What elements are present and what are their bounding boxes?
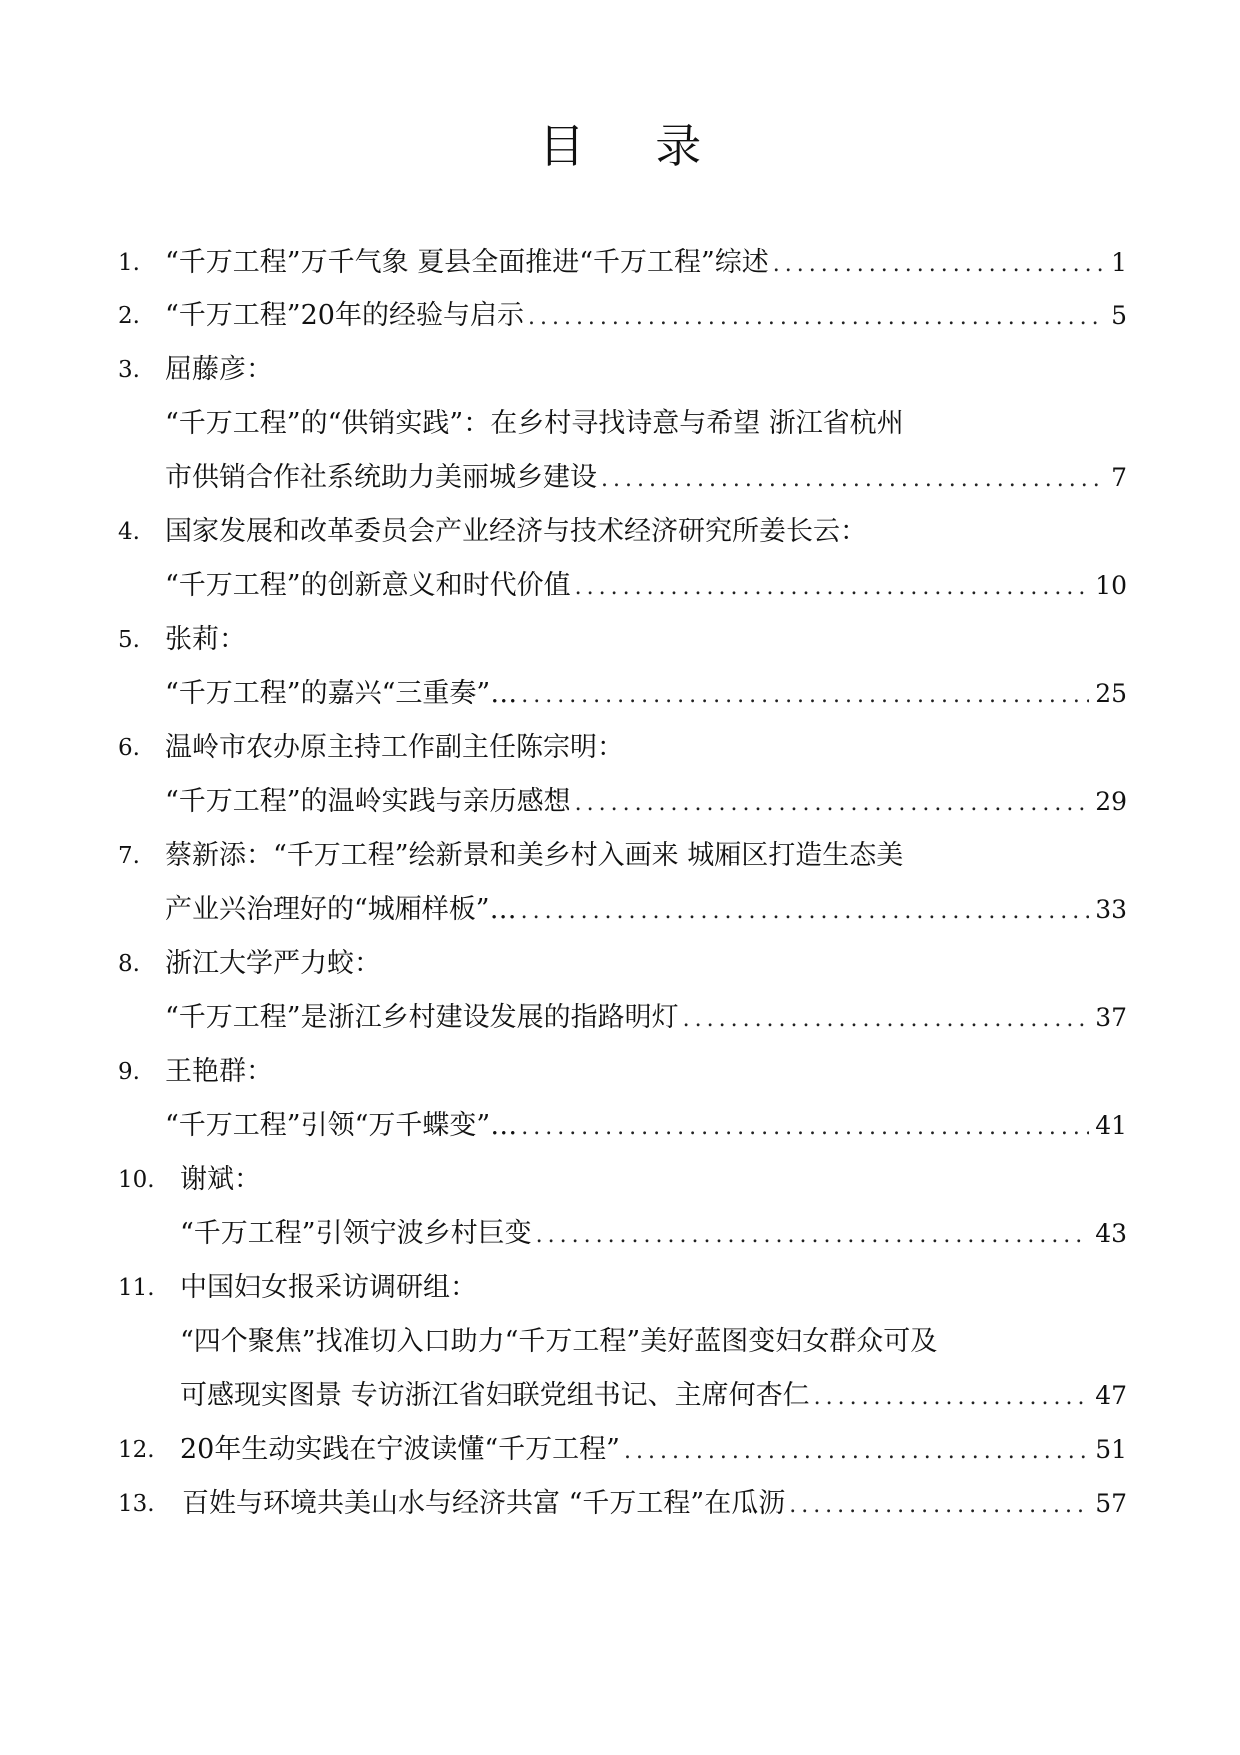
entry-title: 蔡新添：“千万工程”绘新景和美乡村入画来 城厢区打造生态美 — [165, 840, 904, 871]
page-number: 51 — [1095, 1435, 1127, 1464]
dot-leader — [624, 1432, 1089, 1472]
entry-number: 4. — [118, 519, 140, 545]
entry-number: 13. — [118, 1491, 155, 1517]
entry-title-continued: 可感现实图景 专访浙江省妇联党组书记、主席何杏仁 — [180, 1380, 810, 1411]
page-number: 57 — [1095, 1489, 1127, 1518]
entry-author: 谢斌： — [180, 1164, 261, 1195]
entry-number: 12. — [118, 1437, 155, 1463]
entry-title: “千万工程”的创新意义和时代价值 — [165, 570, 571, 601]
entry-author: 中国妇女报采访调研组： — [180, 1272, 477, 1303]
entry-number: 1. — [118, 250, 140, 276]
entry-title: “千万工程”的温岭实践与亲历感想 — [165, 786, 571, 817]
dot-leader — [528, 298, 1105, 338]
entry-title-continued: 市供销合作社系统助力美丽城乡建设 — [165, 462, 597, 493]
dot-leader — [536, 1216, 1090, 1256]
entry-author: 王艳群： — [165, 1056, 273, 1087]
dot-leader — [683, 1000, 1090, 1040]
page-number: 7 — [1111, 463, 1127, 492]
entry-title: “千万工程”20年的经验与启示 — [165, 300, 524, 331]
page-number: 1 — [1111, 248, 1127, 277]
entry-title: 百姓与环境共美山水与经济共富 “千万工程”在瓜沥 — [182, 1488, 786, 1519]
entry-title: “千万工程”是浙江乡村建设发展的指路明灯 — [165, 1002, 679, 1033]
dot-leader — [575, 784, 1090, 824]
entry-author: 屈藤彦： — [165, 354, 273, 385]
entry-number: 7. — [118, 843, 140, 869]
dot-leader — [773, 245, 1105, 285]
entry-number: 5. — [118, 627, 140, 653]
entry-title: “千万工程”引领“万千蝶变”… — [165, 1110, 518, 1141]
page-number: 10 — [1095, 571, 1127, 600]
entry-title: “千万工程”引领宁波乡村巨变 — [180, 1218, 532, 1249]
page-number: 33 — [1095, 895, 1127, 924]
entry-number: 9. — [118, 1059, 140, 1085]
entry-author: 温岭市农办原主持工作副主任陈宗明： — [165, 732, 624, 763]
dot-leader — [814, 1378, 1090, 1418]
entry-number: 2. — [118, 303, 140, 329]
entry-title: “千万工程”的嘉兴“三重奏”… — [165, 678, 518, 709]
page-number: 5 — [1111, 301, 1127, 330]
page-number: 37 — [1095, 1003, 1127, 1032]
entry-title: 20年生动实践在宁波读懂“千万工程” — [180, 1434, 620, 1465]
entry-title: “千万工程”万千气象 夏县全面推进“千万工程”综述 — [165, 247, 769, 278]
entry-number: 6. — [118, 735, 140, 761]
dot-leader — [789, 1486, 1089, 1526]
page-title: 目 录 — [538, 119, 730, 173]
page-number: 25 — [1095, 679, 1127, 708]
entry-title: “四个聚焦”找准切入口助力“千万工程”美好蓝图变妇女群众可及 — [180, 1326, 938, 1357]
dot-leader — [521, 676, 1089, 716]
page-number: 43 — [1095, 1219, 1127, 1248]
page-number: 41 — [1095, 1111, 1127, 1140]
page-number: 29 — [1095, 787, 1127, 816]
entry-author: 国家发展和改革委员会产业经济与技术经济研究所姜长云： — [165, 516, 867, 547]
entry-number: 11. — [118, 1275, 155, 1301]
entry-number: 8. — [118, 951, 140, 977]
entry-author: 浙江大学严力蛟： — [165, 948, 381, 979]
dot-leader — [521, 892, 1090, 932]
dot-leader — [521, 1108, 1089, 1148]
page-number: 47 — [1095, 1381, 1127, 1410]
dot-leader — [575, 568, 1090, 608]
entry-title: “千万工程”的“供销实践”：在乡村寻找诗意与希望 浙江省杭州 — [165, 408, 904, 439]
entry-number: 3. — [118, 357, 140, 383]
dot-leader — [601, 460, 1105, 500]
entry-author: 张莉： — [165, 624, 246, 655]
entry-number: 10. — [118, 1167, 155, 1193]
entry-title-continued: 产业兴治理好的“城厢样板”… — [165, 894, 517, 925]
